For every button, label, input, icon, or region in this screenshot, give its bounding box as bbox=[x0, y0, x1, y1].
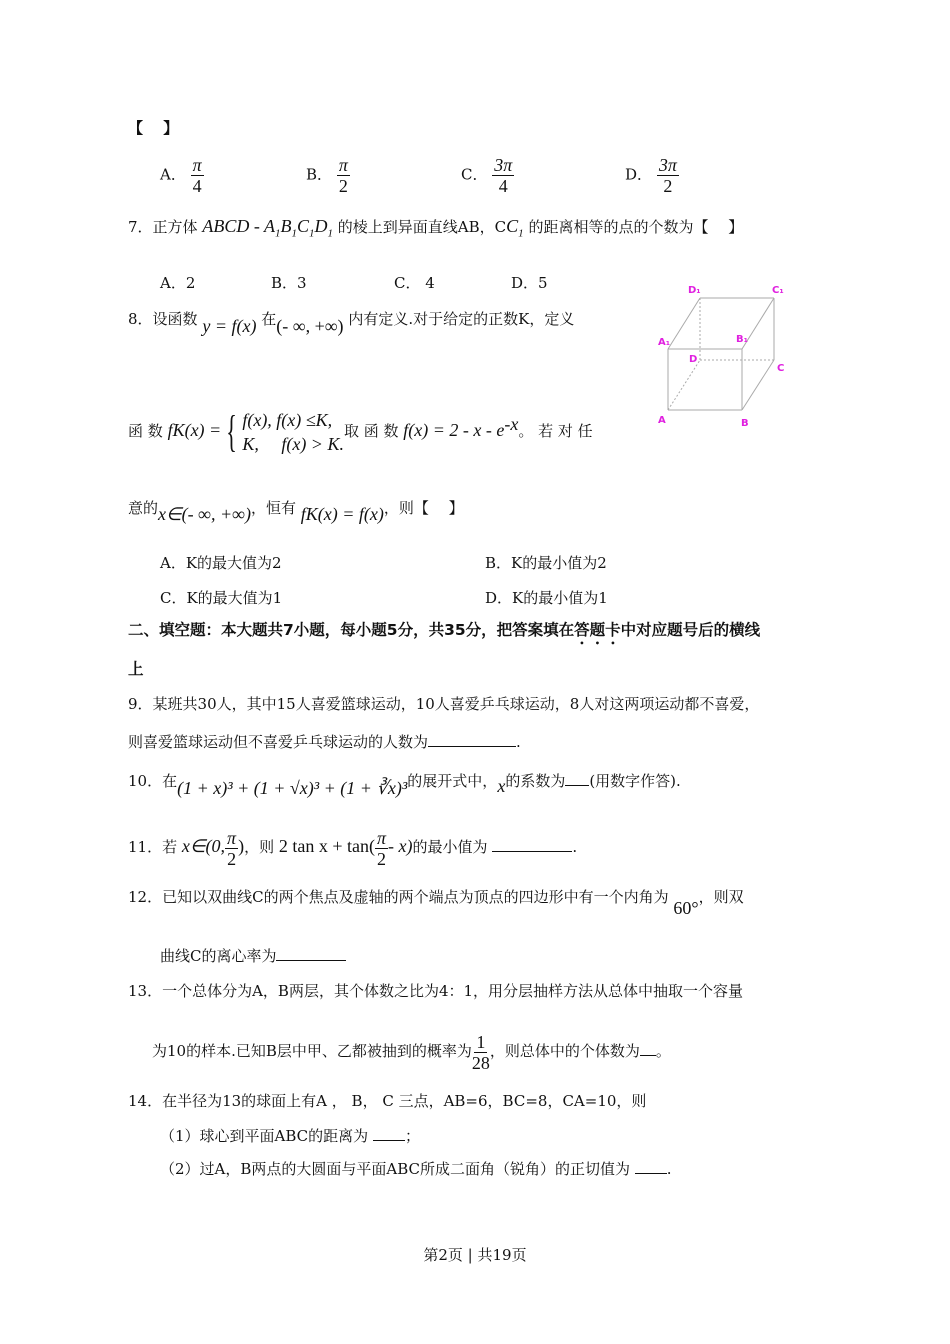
q12-line2: 曲线C的离心率为 bbox=[160, 946, 346, 966]
q8-option-d: D．K的最小值为1 bbox=[485, 589, 608, 607]
label-a1: A₁ bbox=[658, 337, 671, 348]
piecewise-function: { f(x), f(x) ≤K, K, f(x) > K. bbox=[226, 407, 344, 456]
denominator: 4 bbox=[498, 176, 508, 196]
q8-option-b: B．K的最小值为2 bbox=[485, 554, 607, 572]
answer-blank[interactable] bbox=[428, 732, 516, 747]
label-d1: D₁ bbox=[688, 285, 701, 296]
q13-line2: 为10的样本.已知B层中甲、乙都被抽到的概率为 $\frac{1}{28}$ ，则总体中的个体数为 。 bbox=[152, 1031, 671, 1073]
q6-option-d bbox=[625, 155, 679, 196]
label-a: A bbox=[658, 415, 666, 426]
answer-blank[interactable] bbox=[635, 1159, 667, 1174]
q7-suffix: 的距离相等的点的个数为【 】 bbox=[528, 218, 744, 236]
numerator: π bbox=[192, 155, 202, 175]
q8-line2: 函 数 fK(x) = { f(x), f(x) ≤K, K, f(x) > K. 取 函 数 $f(x) = 2 - x - e^{-x}$。 若 对 任 bbox=[128, 407, 593, 456]
option-label: B． bbox=[306, 165, 333, 184]
q7-stem bbox=[128, 216, 743, 244]
q12-line1: 12．已知以双曲线C的两个焦点及虚轴的两个端点为顶点的四边形中有一个内角为 60°，则双 bbox=[128, 888, 744, 918]
q6-option-b bbox=[306, 155, 350, 196]
label-b1: B₁ bbox=[736, 334, 749, 345]
q6-option-a bbox=[160, 155, 204, 196]
q6-option-c bbox=[461, 155, 514, 196]
option-label: A． bbox=[160, 165, 186, 184]
option-label: C． bbox=[461, 165, 488, 184]
q7-cube-name: ABCD - $A_1B_1C_1D_1$ bbox=[202, 216, 334, 240]
q9-line1: 9．某班共30人，其中15人喜爱篮球运动，10人喜爱乒乓球运动，8人对这两项运动都不喜爱， bbox=[128, 695, 760, 713]
numerator: 3π bbox=[494, 155, 513, 175]
q7-option-c: C． 4 bbox=[394, 274, 435, 292]
section2-heading: 二、填空题：本大题共7小题，每小题5分，共35分，把答案填在答题卡中对应题号后的横线 bbox=[128, 621, 761, 639]
label-d: D bbox=[689, 354, 698, 365]
q7-option-b: B．3 bbox=[271, 274, 307, 292]
answer-blank[interactable] bbox=[640, 1041, 656, 1056]
q9-line2: 则喜爱篮球运动但不喜爱乒乓球运动的人数为 . bbox=[128, 733, 521, 751]
q10: 10．在(1 + x)³ + (1 + √x)³ + (1 + ∛x)³的展开式中，x的系数为 (用数字作答). bbox=[128, 772, 681, 798]
answer-blank[interactable] bbox=[276, 946, 346, 961]
answer-blank[interactable] bbox=[492, 837, 572, 852]
option-label: D． bbox=[625, 165, 653, 184]
q7-option-a: A．2 bbox=[160, 274, 196, 292]
q6-answer-bracket: 【 】 bbox=[128, 119, 179, 137]
denominator: 2 bbox=[663, 176, 673, 196]
answer-blank[interactable] bbox=[565, 771, 589, 786]
q7-middle: 的棱上到异面直线AB，C bbox=[337, 218, 507, 236]
label-b: B bbox=[741, 418, 749, 429]
label-c1: C₁ bbox=[772, 285, 784, 296]
denominator: 4 bbox=[192, 176, 202, 196]
q7-prefix: 7．正方体 bbox=[128, 218, 198, 236]
q8-line1: 8．设函数 y = f(x) 在(- ∞, +∞) 内有定义.对于给定的正数K，定义 bbox=[128, 310, 575, 336]
q11: 11．若 x∈(0, $\frac{\pi}{2}$ )，则 2 tan x + tan( $\frac{\pi}{2}$ - x)的最小值为 . bbox=[128, 827, 578, 869]
q7-option-d: D．5 bbox=[511, 274, 548, 292]
q8-option-c: C．K的最大值为1 bbox=[160, 589, 283, 607]
denominator: 2 bbox=[338, 176, 348, 196]
section2-heading-cont: 上 bbox=[128, 660, 144, 678]
cube-diagram bbox=[650, 280, 800, 430]
q7-cc1: $C_1$ bbox=[506, 216, 524, 240]
q14-sub2: （2）过A，B两点的大圆面与平面ABC所成二面角（锐角）的正切值为 . bbox=[160, 1160, 672, 1178]
answer-blank[interactable] bbox=[373, 1126, 405, 1141]
q8-option-a: A．K的最大值为2 bbox=[160, 554, 282, 572]
numerator: 3π bbox=[658, 155, 677, 175]
numerator: π bbox=[338, 155, 348, 175]
label-c: C bbox=[777, 363, 785, 374]
q8-line3: 意的x∈(- ∞, +∞)，恒有 fK(x) = f(x)，则【 】 bbox=[128, 499, 464, 524]
q14-line1: 14．在半径为13的球面上有A ， B， C 三点，AB=6，BC=8，CA=10，则 bbox=[128, 1092, 647, 1110]
page-footer: 第2页 | 共19页 bbox=[423, 1246, 527, 1264]
q14-sub1: （1）球心到平面ABC的距离为 ； bbox=[160, 1127, 420, 1145]
q13-line1: 13．一个总体分为A，B两层，其个体数之比为4：1，用分层抽样方法从总体中抽取一个容量 bbox=[128, 982, 744, 1000]
